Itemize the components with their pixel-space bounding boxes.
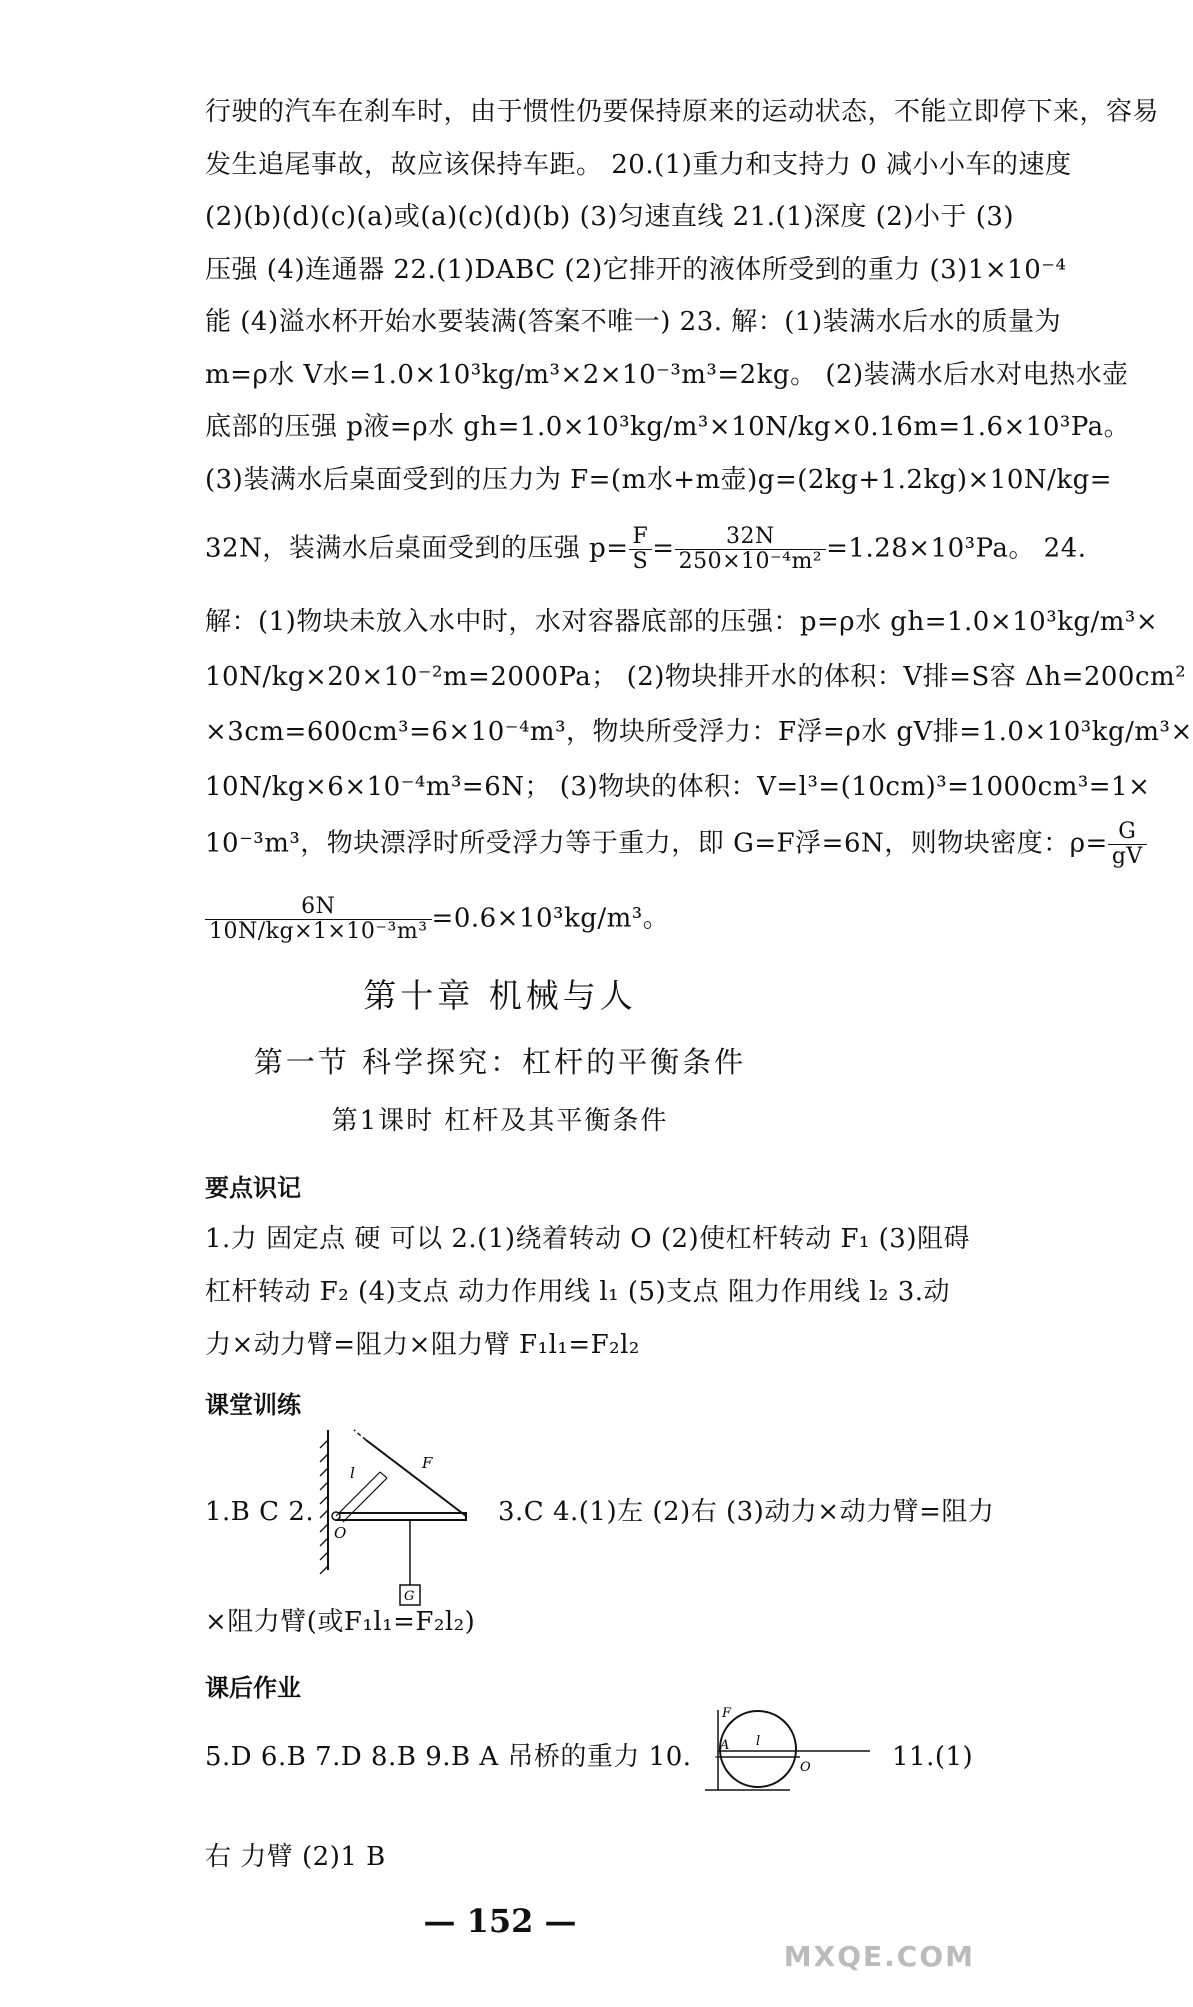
key-point-line: 1.力 固定点 硬 可以 2.(1)绕着转动 O (2)使杠杆转动 F₁ (3)阻碍 [205, 1224, 970, 1254]
lever-arm-label: l [350, 1464, 355, 1482]
class-training-line: 3.C 4.(1)左 (2)右 (3)动力×动力臂=阻力 [498, 1497, 995, 1527]
fraction-numerator: 32N [675, 525, 827, 550]
answer-line-with-fraction [205, 524, 1087, 574]
fraction-denominator: S [632, 549, 649, 574]
homework-line: 右 力臂 (2)1 B [205, 1842, 386, 1872]
fraction [675, 525, 827, 574]
drawbridge-diagram [700, 1705, 880, 1795]
lever-arm-label: l [756, 1734, 761, 1749]
fraction-denominator: 250×10⁻⁴m² [678, 549, 823, 574]
answer-text: 10⁻³m³，物块漂浮时所受浮力等于重力，即 G=F浮=6N，则物块密度：ρ= [205, 828, 1108, 859]
answer-line: 行驶的汽车在刹车时，由于惯性仍要保持原来的运动状态，不能立即停下来，容易 [205, 97, 1160, 127]
answer-line: m=ρ水 V水=1.0×10³kg/m³×2×10⁻³m³=2kg。 (2)装满水后水对电热水壶 [205, 360, 1129, 390]
fraction-numerator: G [1108, 820, 1147, 845]
answer-line: ×3cm=600cm³=6×10⁻⁴m³，物块所受浮力：F浮=ρ水 gV排=1.0×10³kg/m³× [205, 717, 1193, 747]
answer-line: 压强 (4)连通器 22.(1)DABC (2)它排开的液体所受到的重力 (3)1×10⁻⁴ [205, 255, 1067, 285]
answer-line: 能 (4)溢水杯开始水要装满(答案不唯一) 23. 解：(1)装满水后水的质量为 [205, 307, 1062, 337]
lesson-title: 第1课时 杠杆及其平衡条件 [331, 1106, 669, 1136]
point-label: A [720, 1738, 730, 1753]
page-number: — 152 — [423, 1902, 577, 1940]
section-heading-class-training: 课堂训练 [205, 1391, 301, 1419]
fraction [629, 525, 653, 574]
section-heading-key-points: 要点识记 [205, 1174, 301, 1202]
class-training-line: 1.B C 2. [205, 1497, 315, 1527]
lever-diagram [318, 1420, 498, 1610]
fraction-numerator: F [629, 525, 653, 550]
answer-text: =1.28×10³Pa。 24. [826, 533, 1087, 564]
answer-line: 发生追尾事故，故应该保持车距。 20.(1)重力和支持力 0 减小小车的速度 [205, 150, 1072, 180]
answer-line: 10N/kg×20×10⁻²m=2000Pa； (2)物块排开水的体积：V排=S容 Δh=200cm² [205, 662, 1187, 692]
homework-line: 11.(1) [892, 1742, 974, 1772]
watermark: MXQE.COM [783, 1940, 975, 1973]
answer-line: 10N/kg×6×10⁻⁴m³=6N； (3)物块的体积：V=l³=(10cm)³=1000cm³=1× [205, 772, 1151, 802]
answer-line: 底部的压强 p液=ρ水 gh=1.0×10³kg/m³×10N/kg×0.16m=1.6×10³Pa。 [205, 412, 1131, 442]
answer-line-with-fraction [205, 819, 1143, 869]
force-label: F [422, 1454, 433, 1472]
answer-text: =0.6×10³kg/m³。 [431, 903, 670, 934]
chapter-title: 第十章 机械与人 [363, 976, 637, 1015]
answer-line: 解：(1)物块未放入水中时，水对容器底部的压强：p=ρ水 gh=1.0×10³kg/m³× [205, 607, 1159, 637]
section-heading-homework: 课后作业 [205, 1674, 301, 1702]
answer-line: (3)装满水后桌面受到的压力为 F=(m水+m壶)g=(2kg+1.2kg)×10N/kg= [205, 465, 1113, 495]
force-label: F [722, 1706, 732, 1721]
answer-line: (2)(b)(d)(c)(a)或(a)(c)(d)(b) (3)匀速直线 21.(1)深度 (2)小于 (3) [205, 202, 1015, 232]
fraction [1108, 820, 1147, 869]
fraction [205, 895, 432, 944]
key-point-line: 杠杆转动 F₂ (4)支点 动力作用线 l₁ (5)支点 阻力作用线 l₂ 3.动 [205, 1277, 951, 1307]
pivot-label: O [334, 1524, 347, 1542]
key-point-line: 力×动力臂=阻力×阻力臂 F₁l₁=F₂l₂ [205, 1330, 640, 1360]
fraction-denominator: 10N/kg×1×10⁻³m³ [209, 919, 428, 944]
weight-label: G [404, 1589, 415, 1604]
answer-line-with-fraction [205, 895, 970, 944]
fraction-denominator: gV [1111, 844, 1143, 869]
pivot-label: O [800, 1760, 811, 1775]
class-training-line: ×阻力臂(或F₁l₁=F₂l₂) [205, 1607, 476, 1637]
fraction-numerator: 6N [205, 895, 432, 920]
equals-sign: = [652, 533, 675, 564]
homework-line: 5.D 6.B 7.D 8.B 9.B A 吊桥的重力 10. [205, 1742, 692, 1772]
answer-text: 32N，装满水后桌面受到的压强 p= [205, 533, 629, 564]
section-title: 第一节 科学探究：杠杆的平衡条件 [253, 1045, 747, 1079]
